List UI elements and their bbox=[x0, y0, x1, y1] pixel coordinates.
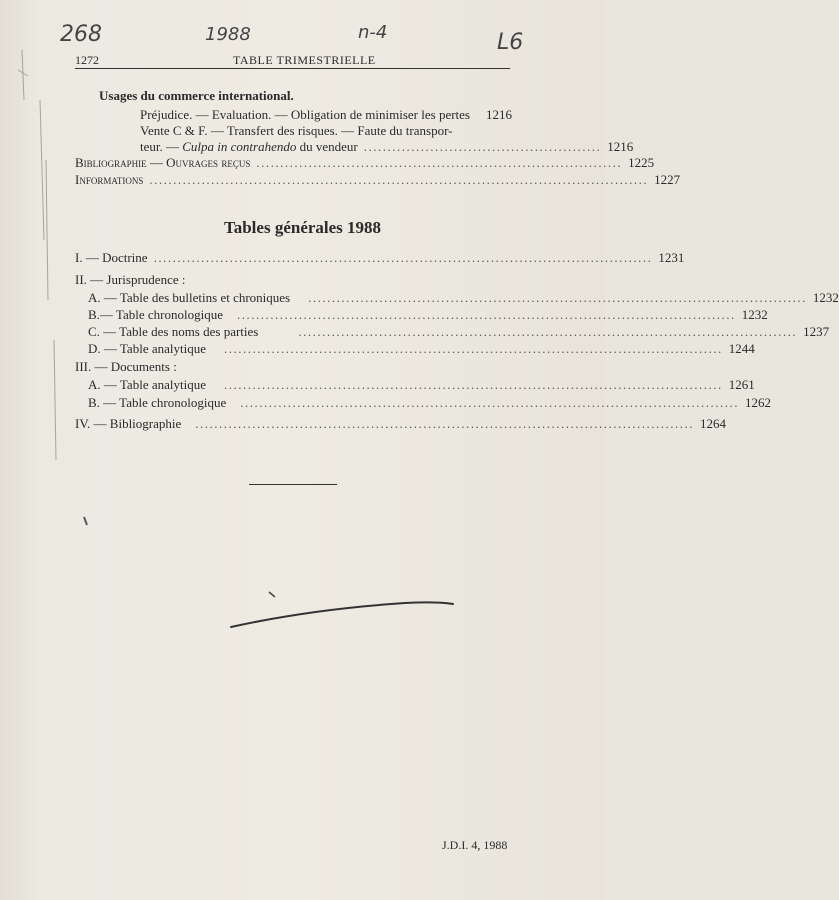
label-part: Bibliographie bbox=[75, 155, 147, 170]
toc-entry-label: C. — Table des noms des parties bbox=[88, 324, 259, 339]
toc-page-number: 1232 bbox=[812, 290, 839, 305]
toc-entry-label: B. — Table chronologique bbox=[88, 395, 227, 410]
leader-dots: ......................................................................................................... bbox=[308, 290, 807, 305]
toc-page-number: 1262 bbox=[744, 395, 771, 410]
toc-entry-text-before: teur. — bbox=[140, 139, 183, 154]
toc-entry-doctrine bbox=[75, 250, 685, 266]
toc-entry-label: A. — Table analytique bbox=[88, 377, 206, 392]
toc-entry-bibliographie-iv bbox=[75, 416, 727, 432]
pen-stroke bbox=[225, 585, 460, 635]
toc-page-number: 1232 bbox=[741, 307, 768, 322]
toc-entry bbox=[140, 139, 634, 155]
pencil-tick-mark bbox=[82, 515, 90, 527]
running-title: TABLE TRIMESTRIELLE bbox=[233, 53, 376, 67]
margin-pencil-marks bbox=[10, 40, 50, 460]
toc-entry-text: Préjudice. — Evaluation. — Obligation de minimiser les pertes bbox=[140, 107, 470, 122]
toc-entry-label: B.— Table chronologique bbox=[88, 307, 223, 322]
section-title: Usages du commerce international. bbox=[99, 88, 294, 103]
toc-page-number: 1225 bbox=[628, 155, 655, 170]
leader-dots: ......................................................................................................... bbox=[298, 324, 798, 339]
leader-dots: ......................................................................................................... bbox=[153, 250, 653, 265]
toc-page-number: 1216 bbox=[486, 107, 512, 122]
toc-entry bbox=[88, 377, 755, 393]
toc-heading-documents: III. — Documents : bbox=[75, 359, 177, 374]
page-number: 1272 bbox=[75, 53, 99, 67]
section-divider bbox=[249, 484, 337, 485]
leader-dots: ......................................................................................................... bbox=[240, 395, 739, 410]
toc-page-number: 1264 bbox=[700, 416, 727, 431]
label-part: Ouvrages reçus bbox=[166, 155, 251, 170]
toc-entry bbox=[88, 307, 768, 323]
leader-dots: ......................................................................................................... bbox=[195, 416, 695, 431]
toc-entry bbox=[88, 290, 839, 306]
toc-entry-informations bbox=[75, 172, 681, 188]
handwritten-note-268: 268 bbox=[60, 22, 102, 47]
toc-entry-label: D. — Table analytique bbox=[88, 341, 206, 356]
toc-heading-jurisprudence: II. — Jurisprudence : bbox=[75, 272, 186, 287]
handwritten-note-n4: n-4 bbox=[358, 22, 388, 43]
toc-entry bbox=[88, 395, 771, 411]
toc-entry-label: IV. — Bibliographie bbox=[75, 416, 182, 431]
journal-footer: J.D.I. 4, 1988 bbox=[442, 838, 508, 852]
label-sep: — bbox=[146, 155, 167, 170]
toc-page-number: 1261 bbox=[728, 377, 755, 392]
toc-page-number: 1244 bbox=[728, 341, 755, 356]
toc-page-number: 1227 bbox=[654, 172, 681, 187]
toc-entry-label: A. — Table des bulletins et chroniques bbox=[88, 290, 291, 305]
leader-dots: ......................................................................................................... bbox=[223, 341, 723, 356]
toc-entry-label bbox=[75, 155, 250, 171]
toc-entry-text bbox=[140, 139, 358, 155]
leader-dots: ......................................................................................................... bbox=[236, 307, 736, 322]
handwritten-note-l6: L6 bbox=[497, 30, 524, 55]
toc-entry-text: Vente C & F. — Transfert des risques. — Faute du transpor- bbox=[140, 123, 453, 138]
toc-entry bbox=[88, 341, 755, 357]
leader-dots: .................................................. bbox=[363, 139, 602, 154]
leader-dots: ............................................................................. bbox=[256, 155, 623, 170]
toc-entry-italic: Culpa in contrahendo bbox=[182, 139, 297, 154]
tables-title: Tables générales 1988 bbox=[223, 218, 382, 237]
toc-entry bbox=[88, 324, 830, 340]
toc-page-number: 1216 bbox=[607, 139, 634, 154]
toc-entry-text-after: du vendeur bbox=[296, 139, 358, 154]
toc-page-number: 1237 bbox=[803, 324, 830, 339]
page-header bbox=[75, 52, 510, 69]
leader-dots: ......................................................................................................... bbox=[149, 172, 649, 187]
toc-entry bbox=[140, 107, 512, 123]
toc-page-number: 1231 bbox=[658, 250, 685, 265]
toc-entry-bibliographie bbox=[75, 155, 655, 171]
handwritten-note-1988: 1988 bbox=[205, 24, 251, 45]
leader-dots: ......................................................................................................... bbox=[223, 377, 723, 392]
toc-entry-label: I. — Doctrine bbox=[75, 250, 148, 265]
toc-entry-label: Informations bbox=[75, 172, 144, 187]
